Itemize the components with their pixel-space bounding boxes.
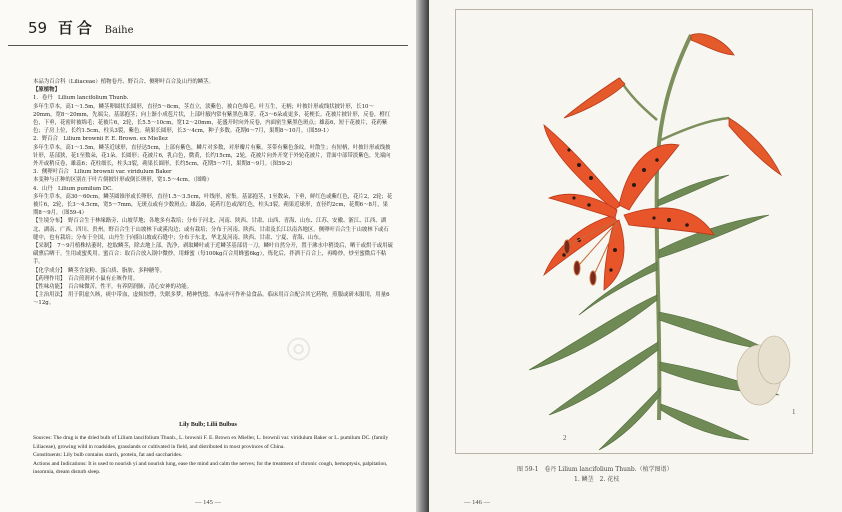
properties-paragraph: 【性味功能】 百合味微苦，性平。有养阴润肺，清心安神的功能。 [33, 284, 193, 291]
species-2-title: 2．野百合 Lilium brownii F. E. Brown. ex Miellez [33, 136, 168, 143]
species-3-description: 本变种与正种的区别在于叶片倒披针形或倒长卵形，宽1.5～4cm。（图略） [33, 177, 213, 184]
collection-paragraph: 【采制】 7～9月植株枯萎时，挖取鳞茎，除去地上部，洗净，剥取鳞叶或于近鳞茎基部切一刀，鳞叶自然分开，置于沸水中稍烫后，晒干或烘干或用硫磺熏后晒干。生用或蜜炙用。蜜百合：取百合放入锅中微炒，用蜂蜜（每100kg百合用蜂蜜6kg），炼化后，拌洒于百合上，再略炒，炒至蜜微后不粘手。 [33, 243, 393, 266]
book-gutter [416, 0, 429, 512]
english-sources: Sources: The drug is the dried bulb of Lilium lancifolium Thunb., L. brownii F. E. Brown ex Mieller, L. brownii var. viridulum Baker or L. pumilum DC. (family Liliaceae), growing wild in roadsides, grasslands or cultivated in field, and distributed in most provinces of China. [33, 435, 389, 450]
right-page [429, 0, 842, 512]
figure-sub-caption: 1. 鳞茎 2. 花枝 [574, 476, 620, 483]
species-3-title: 3．侧卵叶百合 Lilium brownii var. viridulum Baker [33, 169, 172, 176]
watermark-seal: ◎ [279, 326, 317, 369]
figure-caption: 图 59-1 卷丹 Lilium lancifolium Thunb.（植学图谱） [517, 466, 673, 473]
section-heading-plants: 【原植物】 [33, 87, 60, 94]
species-2-description: 多年生草本，高1～1.5m。鳞茎近球形，直径达5cm，上部有紫色，鳞片对多数，对形瓣片有紫，茎带有紫色条纹。叶散生；有短柄，叶披针形或线披针形，基部狭，花1至数朵，花1朵。长圆形；花被片6，乳白色，微黄，长约15cm，2轮，花被片向外开宽于外轮花被片，背面中部带淡紫色，先端向外开或稍反卷，雄蕊6；花柱细长，柱头3裂，蒴果长圆形，长约5cm，花期5～7月，果期8～9月。（图59-2） [33, 144, 391, 168]
bulb [737, 336, 790, 405]
english-body-text [33, 434, 393, 477]
chapter-number: 59 [28, 19, 48, 37]
pharmacology-paragraph: 【药理作用】 百合煎剂对小鼠有止咳作用。 [33, 275, 139, 282]
english-actions: Actions and Indications: It is used to nourish yi and nourish lung, ease the mind and calm the nerves; for the treatment of chronic cough, hemoptysis, palpitation, insomnia, dream disturb sleep. [33, 460, 388, 475]
english-constituents: Constituents: Lily bulb contains starch, protein, fat and saccharides. [33, 452, 183, 458]
chemistry-paragraph: 【化学成分】 鳞茎含淀粉、蛋白质、脂肪、多种糖等。 [33, 267, 166, 274]
species-1-title: 1．卷丹 Lilium lancifolium Thunb. [33, 95, 129, 102]
species-1-description: 多年生草本，高1～1.5m。鳞茎卵圆状长圆形，直径5～8cm，茎直立，淡紫色，被白色绵毛。叶互生，无柄；叶披针形或线状披针形，长10～20mm，宽8～20mm，先端尖，基部抱茎；向上渐小成苞片状，上部叶腋内常有紫黑色珠芽。花3～6朵或更多，花梗长。花被片披针形，反卷，橙红色，下垂，花密时被绵毛；花被片6，2轮，长5.5～10cm，宽12～20mm，花盛开时向外反卷，内面密生紫黑色斑点；雄蕊6，短于花被片，花药紫色；子房上位，长约1.5cm，柱头3裂，紫色。蒴果长圆形，长3～4cm，种子多数。花期6～7月，果期8～10月。（图59-1） [33, 103, 391, 135]
chapter-header [28, 17, 134, 38]
intro-paragraph: 本品为百合科（Liliaceae）植物卷丹、野百合、侧卵叶百合及山丹的鳞茎。 [33, 79, 214, 85]
chapter-title-en: Baihe [104, 25, 134, 36]
chinese-body-text [33, 78, 393, 308]
habitat-paragraph: 【生境分布】 野百合生于林缘路旁、山坡草地；各地多有栽培；分布于河北、河南、陕西、甘肃、山西、青海、山东、江苏、安徽、浙江、江西、湖北、湖南、广西、四川、贵州。野百合生于山坡林下或溪沟边；或有栽培；分布于河南、陕西、甘肃及长江以南各地区。侧卵叶百合生于山坡林下或石缝中，也有栽培；分布于全国。山丹生于向阳山坡或石缝中；分布于东北、华北及河南、陕西、甘肃、宁夏、青海、山东。 [33, 218, 389, 241]
lily-illustration [429, 0, 842, 460]
left-page [0, 0, 416, 512]
english-title: Lily Bulb; Lilii Bulbus [179, 422, 237, 428]
chapter-title-cn: 百合 [57, 19, 96, 37]
figure-label-1: 1 [792, 408, 796, 416]
usage-paragraph: 【主治用法】 用于阴虚久咳，痰中带血，虚烦惊悸，失眠多梦，精神恍惚。本品亦可作补益食品。临床用百合配合其它药物，煎服或研末服用，用量6～12g。 [33, 292, 390, 307]
header-rule [8, 45, 408, 46]
right-page-number: — 146 — [464, 499, 490, 506]
species-4-title: 4．山丹 Lilium pumilum DC. [33, 185, 113, 192]
left-page-number: — 145 — [195, 499, 221, 506]
figure-label-2: 2 [563, 434, 567, 442]
species-4-description: 多年生草本，高30～60cm。鳞茎圆锥形或长卵形，直径1.5～3.5cm，叶线形，密集。基部抱茎，1至数朵，下垂，鲜红色或紫红色，花片2，2轮；花被片6，2轮，长3～4.5cm，宽5～7mm，无斑点或有少数斑点；雄蕊6，花药红色或深红色，柱头3裂。蒴果近球形，直径约2cm，花期6～8月，果期8～9月。（图59-4） [33, 193, 393, 217]
